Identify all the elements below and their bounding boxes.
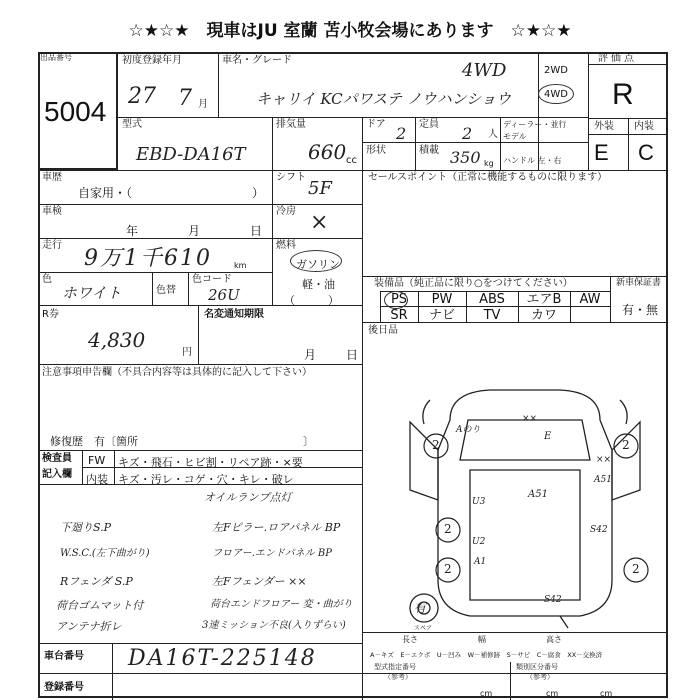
diag-mark-s42-right: S42 [590, 525, 608, 535]
lot-label: 出品番号 [40, 53, 72, 62]
load-label: 積載 [419, 145, 439, 156]
diag-mark-s42-rear: S42 [544, 595, 562, 605]
model-name: キャリイ KCパワステ ノウハンショウ [256, 90, 511, 108]
equip-sr: SR [390, 308, 408, 323]
category-ref: （参考） [526, 673, 554, 681]
diag-circle-2: 2 [622, 438, 630, 452]
model-label: 車名・グレード [222, 55, 292, 66]
length-unit: cm [480, 689, 493, 698]
diag-circle-1: 2 [432, 438, 440, 452]
type-value: EBD-DA16T [136, 144, 246, 165]
diag-spare-label: スペア [414, 625, 433, 632]
color-code-label: 色コード [192, 274, 232, 285]
color-label: 色 [42, 274, 52, 285]
interior-label: 内装 [634, 121, 654, 132]
inspector-label-1: 検査員 [42, 453, 72, 464]
remark-right-4: 荷台エンドフロアー 変・曲がり [210, 599, 353, 610]
mileage-value: 9万1千610 [84, 246, 212, 271]
fw-label: FW [88, 454, 106, 467]
history-value: 自家用・（ ） [78, 186, 265, 200]
type-label: 型式 [122, 119, 142, 130]
remark-top: オイルランプ点灯 [204, 491, 292, 504]
diag-circle-3: 2 [444, 522, 452, 536]
drive-4wd-circle [538, 84, 574, 104]
remark-right-2: フロアー.エンドパネル BP [212, 548, 332, 559]
diag-mark-u2: U2 [472, 537, 486, 547]
inspection-day-unit: 日 [250, 224, 263, 238]
grade-score: R [612, 78, 634, 111]
notes-label: 注意事項申告欄（不具合内容等は具体的に記入して下さい） [42, 367, 312, 378]
remark-right-5: 3速ミッション不良(入りずらい) [202, 620, 346, 631]
interior-items: キズ・汚レ・コゲ・穴・キレ・破レ [118, 473, 294, 486]
height-label: 高さ [546, 635, 562, 644]
name-change-label: 名変通知期限 [204, 309, 264, 320]
diag-mark-right-a51: A51 [594, 475, 612, 485]
equip-airbag: エアB [526, 292, 562, 307]
displacement-value: 660 [308, 140, 347, 164]
fw-items: キズ・飛石・ヒビ割・リペア跡・×要 [118, 456, 303, 469]
shift-value: 5F [308, 178, 332, 199]
registration-month-unit: 月 [198, 99, 208, 110]
remark-left-3: Rフェンダ S.P [60, 575, 133, 588]
diag-circle-4: 2 [444, 562, 452, 576]
name-change-day: 日 [346, 348, 359, 362]
handle-label: ハンドル 左・右 [503, 156, 562, 165]
type-designation-ref: （参考） [384, 673, 412, 681]
recycle-unit: 円 [182, 347, 192, 358]
height-unit: cm [600, 689, 613, 698]
repair-history: 修復歴 有〔箇所 〕 [50, 435, 314, 448]
equip-aw: AW [579, 292, 601, 307]
diag-mark-front: ×× [522, 414, 538, 424]
model-type-label: モデル [503, 132, 527, 141]
capacity-unit: 人 [488, 129, 498, 140]
length-label: 長さ [402, 635, 418, 644]
model-drive: 4WD [462, 60, 507, 81]
interior-check-label: 内装 [86, 473, 108, 486]
shape-label: 形状 [366, 145, 386, 156]
diag-circle-5: 2 [632, 562, 640, 576]
equip-navi: ナビ [428, 308, 455, 323]
grade-label: 評価点 [598, 53, 637, 64]
name-change-month: 月 [304, 348, 317, 362]
remark-left-4: 荷台ゴムマット付 [56, 599, 144, 612]
diag-mark-roof-a51: A51 [528, 489, 548, 500]
chassis-value: DA16T-225148 [128, 646, 317, 671]
interior-grade: C [638, 140, 654, 165]
damage-legend: A－キズ E－エクボ U－凹み W－補修跡 S－サビ C－腐食 XX－交換済 [370, 651, 603, 659]
mileage-label: 走行 [42, 240, 62, 251]
diag-mark-spare: 有 [414, 601, 427, 615]
reg-number-label: 登録番号 [44, 682, 84, 693]
mileage-unit: km [234, 261, 247, 270]
diag-mark-front-left: Aのり [456, 425, 481, 435]
width-label: 幅 [478, 635, 486, 644]
remark-right-1: 左Fピラー.ロアパネル BP [212, 521, 341, 534]
diag-mark-u3: U3 [472, 497, 486, 507]
load-unit: kg [484, 159, 494, 168]
color-value: ホワイト [62, 284, 122, 302]
lot-number: 5004 [44, 96, 107, 127]
color-code: 26U [208, 286, 240, 304]
drive-4wd: 4WD [544, 89, 568, 100]
equip-ps: PS [390, 292, 408, 307]
displacement-unit: cc [346, 155, 357, 166]
equip-pw: PW [431, 292, 453, 307]
fuel-line3: （ ） [284, 294, 339, 307]
capacity-value: 2 [462, 124, 473, 143]
inspection-label: 車検 [42, 206, 62, 217]
ac-label: 冷房 [276, 206, 296, 217]
warranty-value: 有・無 [622, 303, 659, 317]
color-change-label: 色替 [156, 285, 176, 296]
registration-month: 7 [178, 86, 192, 111]
equip-ps-circle [384, 291, 408, 309]
warranty-label: 新車保証書 [616, 278, 662, 288]
equip-leather: カワ [530, 308, 557, 323]
shift-label: シフト [276, 172, 306, 183]
fuel-line2: 軽・油 [302, 278, 335, 291]
diag-mark-roof: E [544, 431, 552, 442]
capacity-label: 定員 [419, 119, 439, 130]
chassis-label: 車台番号 [44, 651, 84, 662]
recycle-label: R券 [42, 309, 59, 320]
sales-point-label: セールスポイント（正常に機能するものに限ります） [368, 172, 608, 183]
page-title: ☆★☆★ 現車はJU 室蘭 苫小牧会場にあります ☆★☆★ [128, 21, 572, 41]
registration-year: 27 [128, 84, 156, 109]
exterior-label: 外装 [594, 121, 614, 132]
remark-left-5: アンテナ折レ [56, 620, 122, 633]
exterior-grade: E [594, 140, 609, 165]
fuel-circle [290, 250, 342, 272]
remark-right-3: 左Fフェンダー ×× [212, 575, 307, 588]
category-label: 類別区分番号 [516, 663, 558, 671]
remark-left-2: W.S.C.(左下曲がり) [60, 548, 150, 559]
doors-label: ドア [366, 119, 386, 130]
doors-value: 2 [396, 124, 407, 143]
load-value: 350 [450, 148, 481, 167]
fuel-label: 燃料 [276, 240, 296, 251]
recycle-value: 4,830 [88, 328, 146, 352]
equipment-label: 装備品（純正品に限り○をつけてください） [374, 278, 573, 289]
fuel-value: ガソリン [296, 258, 340, 271]
inspector-label-2: 記入欄 [42, 469, 72, 480]
diag-mark-right: ×× [596, 455, 612, 465]
drive-2wd: 2WD [544, 65, 568, 76]
remark-left-1: 下廻りS.P [60, 521, 112, 534]
displacement-label: 排気量 [276, 119, 306, 130]
inspection-month-unit: 月 [188, 224, 201, 238]
equip-abs: ABS [479, 292, 505, 307]
registration-label: 初度登録年月 [122, 55, 182, 66]
diag-mark-a1: A1 [474, 557, 487, 567]
inspection-year-unit: 年 [126, 224, 139, 238]
equip-tv: TV [483, 308, 501, 323]
history-label: 車歴 [42, 172, 62, 183]
rear-seat-label: 後日品 [368, 325, 398, 336]
width-unit: cm [546, 689, 559, 698]
ac-value: × [310, 210, 329, 235]
dealer-label: ディーラー・並行 [503, 120, 567, 129]
type-designation-label: 型式指定番号 [374, 663, 416, 671]
